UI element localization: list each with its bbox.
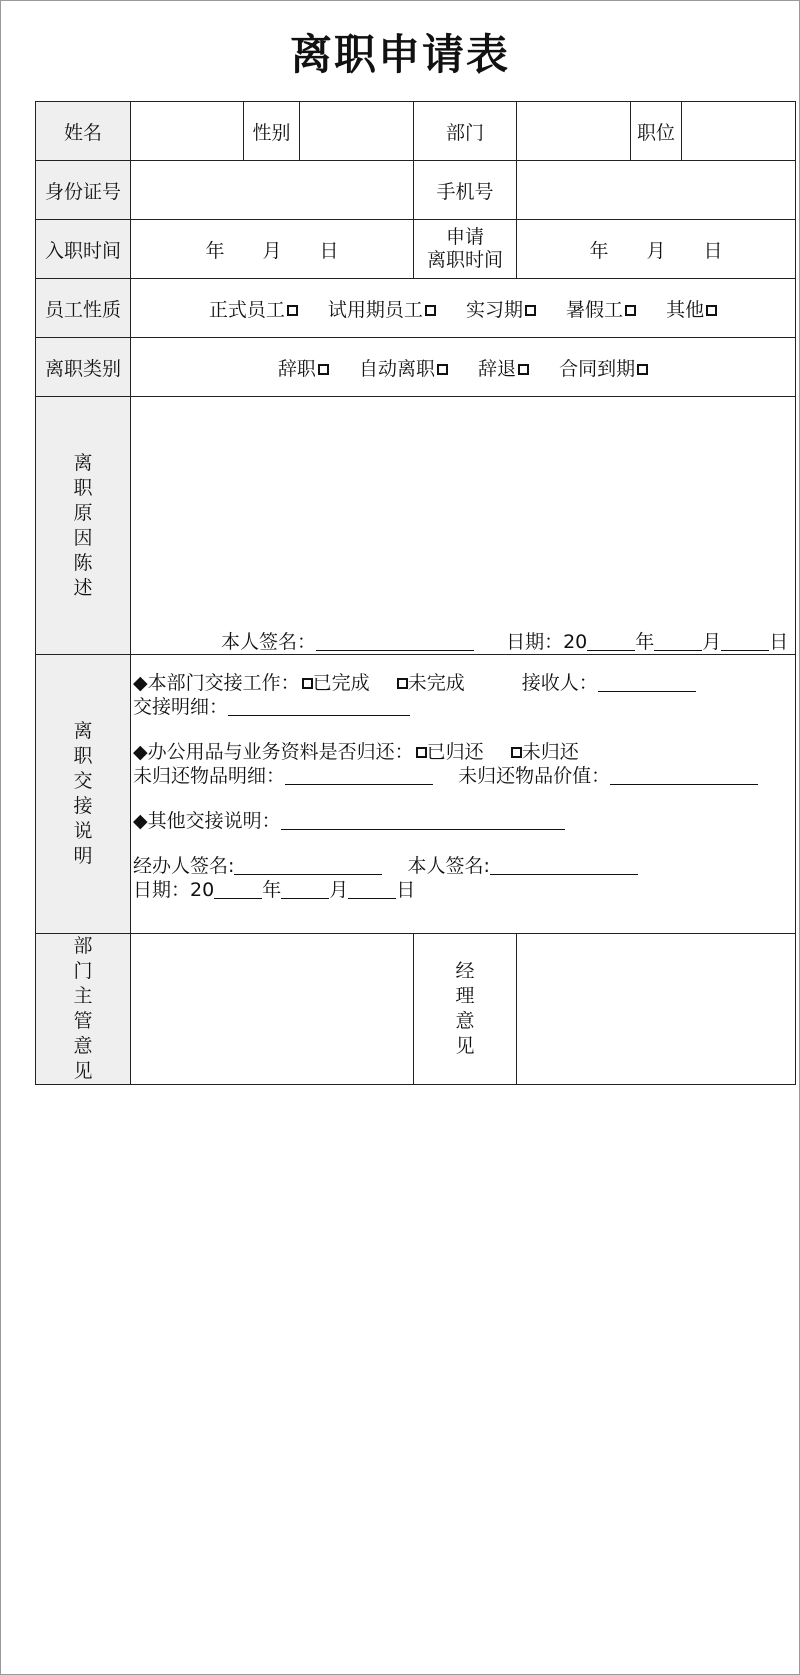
month-line[interactable] <box>654 632 702 651</box>
date-label: 日期：20 <box>506 631 588 653</box>
handover-content <box>131 655 796 934</box>
option-fulltime[interactable]: 正式员工 <box>209 299 298 321</box>
unreturned-line: 未归还物品明细： 未归还物品价值： <box>133 764 795 788</box>
self-signature-line[interactable] <box>490 856 638 875</box>
checkbox-icon[interactable] <box>437 364 448 375</box>
apply-label-line1: 申请 <box>445 226 484 248</box>
reason-label: 离职原因陈述 <box>36 397 131 655</box>
leave-type-label: 离职类别 <box>36 338 131 397</box>
checkbox-icon[interactable] <box>625 305 636 316</box>
manager-opinion-label: 经理意见 <box>414 934 517 1085</box>
row-contact <box>36 161 796 220</box>
employee-type-label: 员工性质 <box>36 279 131 338</box>
employee-type-options <box>131 279 796 338</box>
signature-line[interactable] <box>316 632 474 651</box>
reason-field[interactable] <box>131 397 796 655</box>
leave-date-field[interactable]: 年 月 日 <box>517 220 796 279</box>
unreturned-detail-line[interactable] <box>285 766 433 785</box>
option-dismissed[interactable]: 辞退 <box>478 358 529 380</box>
gender-label: 性别 <box>244 102 300 161</box>
id-number-field[interactable] <box>131 161 414 220</box>
row-reason <box>36 397 796 655</box>
reason-signature-row: 本人签名： 日期：20 年 月 日 <box>221 631 789 653</box>
row-handover <box>36 655 796 934</box>
name-label: 姓名 <box>36 102 131 161</box>
handover-date-line: 日期：20 年 月 日 <box>133 879 416 901</box>
form-title: 离职申请表 <box>289 30 510 79</box>
checkbox-icon[interactable] <box>706 305 717 316</box>
name-field[interactable] <box>131 102 244 161</box>
option-resign[interactable]: 辞职 <box>278 358 329 380</box>
phone-label: 手机号 <box>414 161 517 220</box>
detail-line[interactable] <box>228 697 410 716</box>
office-supplies-line: ◆办公用品与业务资料是否归还： 已归还 未归还 <box>133 741 579 763</box>
apply-leave-date-label <box>414 220 517 279</box>
manager-opinion-field[interactable] <box>517 934 796 1085</box>
row-employee-type <box>36 279 796 338</box>
option-absent[interactable]: 自动离职 <box>359 358 448 380</box>
option-intern[interactable]: 实习期 <box>466 299 536 321</box>
position-field[interactable] <box>682 102 796 161</box>
other-handover-input[interactable] <box>281 811 565 830</box>
checkbox-icon[interactable] <box>318 364 329 375</box>
dept-head-opinion-label: 部门主管意见 <box>36 934 131 1085</box>
checkbox-icon[interactable] <box>511 747 522 758</box>
dept-head-opinion-field[interactable] <box>131 934 414 1085</box>
row-dates <box>36 220 796 279</box>
checkbox-icon[interactable] <box>397 678 408 689</box>
other-handover-line: ◆其他交接说明： <box>133 809 795 833</box>
dept-label: 部门 <box>414 102 517 161</box>
year-line[interactable] <box>587 632 635 651</box>
option-probation[interactable]: 试用期员工 <box>328 299 436 321</box>
checkbox-icon[interactable] <box>637 364 648 375</box>
row-approval <box>36 934 796 1085</box>
handover-work-line: ◆本部门交接工作： 已完成 未完成 接收人： <box>133 671 795 695</box>
hire-date-field[interactable]: 年 月 日 <box>131 220 414 279</box>
id-number-label: 身份证号 <box>36 161 131 220</box>
checkbox-icon[interactable] <box>416 747 427 758</box>
resignation-form <box>35 101 796 1085</box>
row-basic-info <box>36 102 796 161</box>
handover-label: 离职交接说明 <box>36 655 131 934</box>
checkbox-icon[interactable] <box>425 305 436 316</box>
phone-field[interactable] <box>517 161 796 220</box>
checkbox-icon[interactable] <box>518 364 529 375</box>
unreturned-value-line[interactable] <box>610 766 758 785</box>
row-leave-type <box>36 338 796 397</box>
option-contract-end[interactable]: 合同到期 <box>559 358 648 380</box>
option-summer[interactable]: 暑假工 <box>566 299 636 321</box>
hire-date-label: 入职时间 <box>36 220 131 279</box>
checkbox-icon[interactable] <box>302 678 313 689</box>
signature-label: 本人签名： <box>221 631 317 653</box>
dept-field[interactable] <box>517 102 631 161</box>
leave-type-options <box>131 338 796 397</box>
gender-field[interactable] <box>300 102 414 161</box>
checkbox-icon[interactable] <box>287 305 298 316</box>
option-other[interactable]: 其他 <box>666 299 717 321</box>
checkbox-icon[interactable] <box>525 305 536 316</box>
handover-detail-line: 交接明细： <box>133 695 795 719</box>
receiver-line[interactable] <box>598 673 696 692</box>
handover-signatures-line: 经办人签名: 本人签名: <box>133 854 795 878</box>
day-line[interactable] <box>721 632 769 651</box>
position-label: 职位 <box>631 102 682 161</box>
handler-signature-line[interactable] <box>234 856 382 875</box>
apply-label-line2: 离职时间 <box>426 249 503 271</box>
